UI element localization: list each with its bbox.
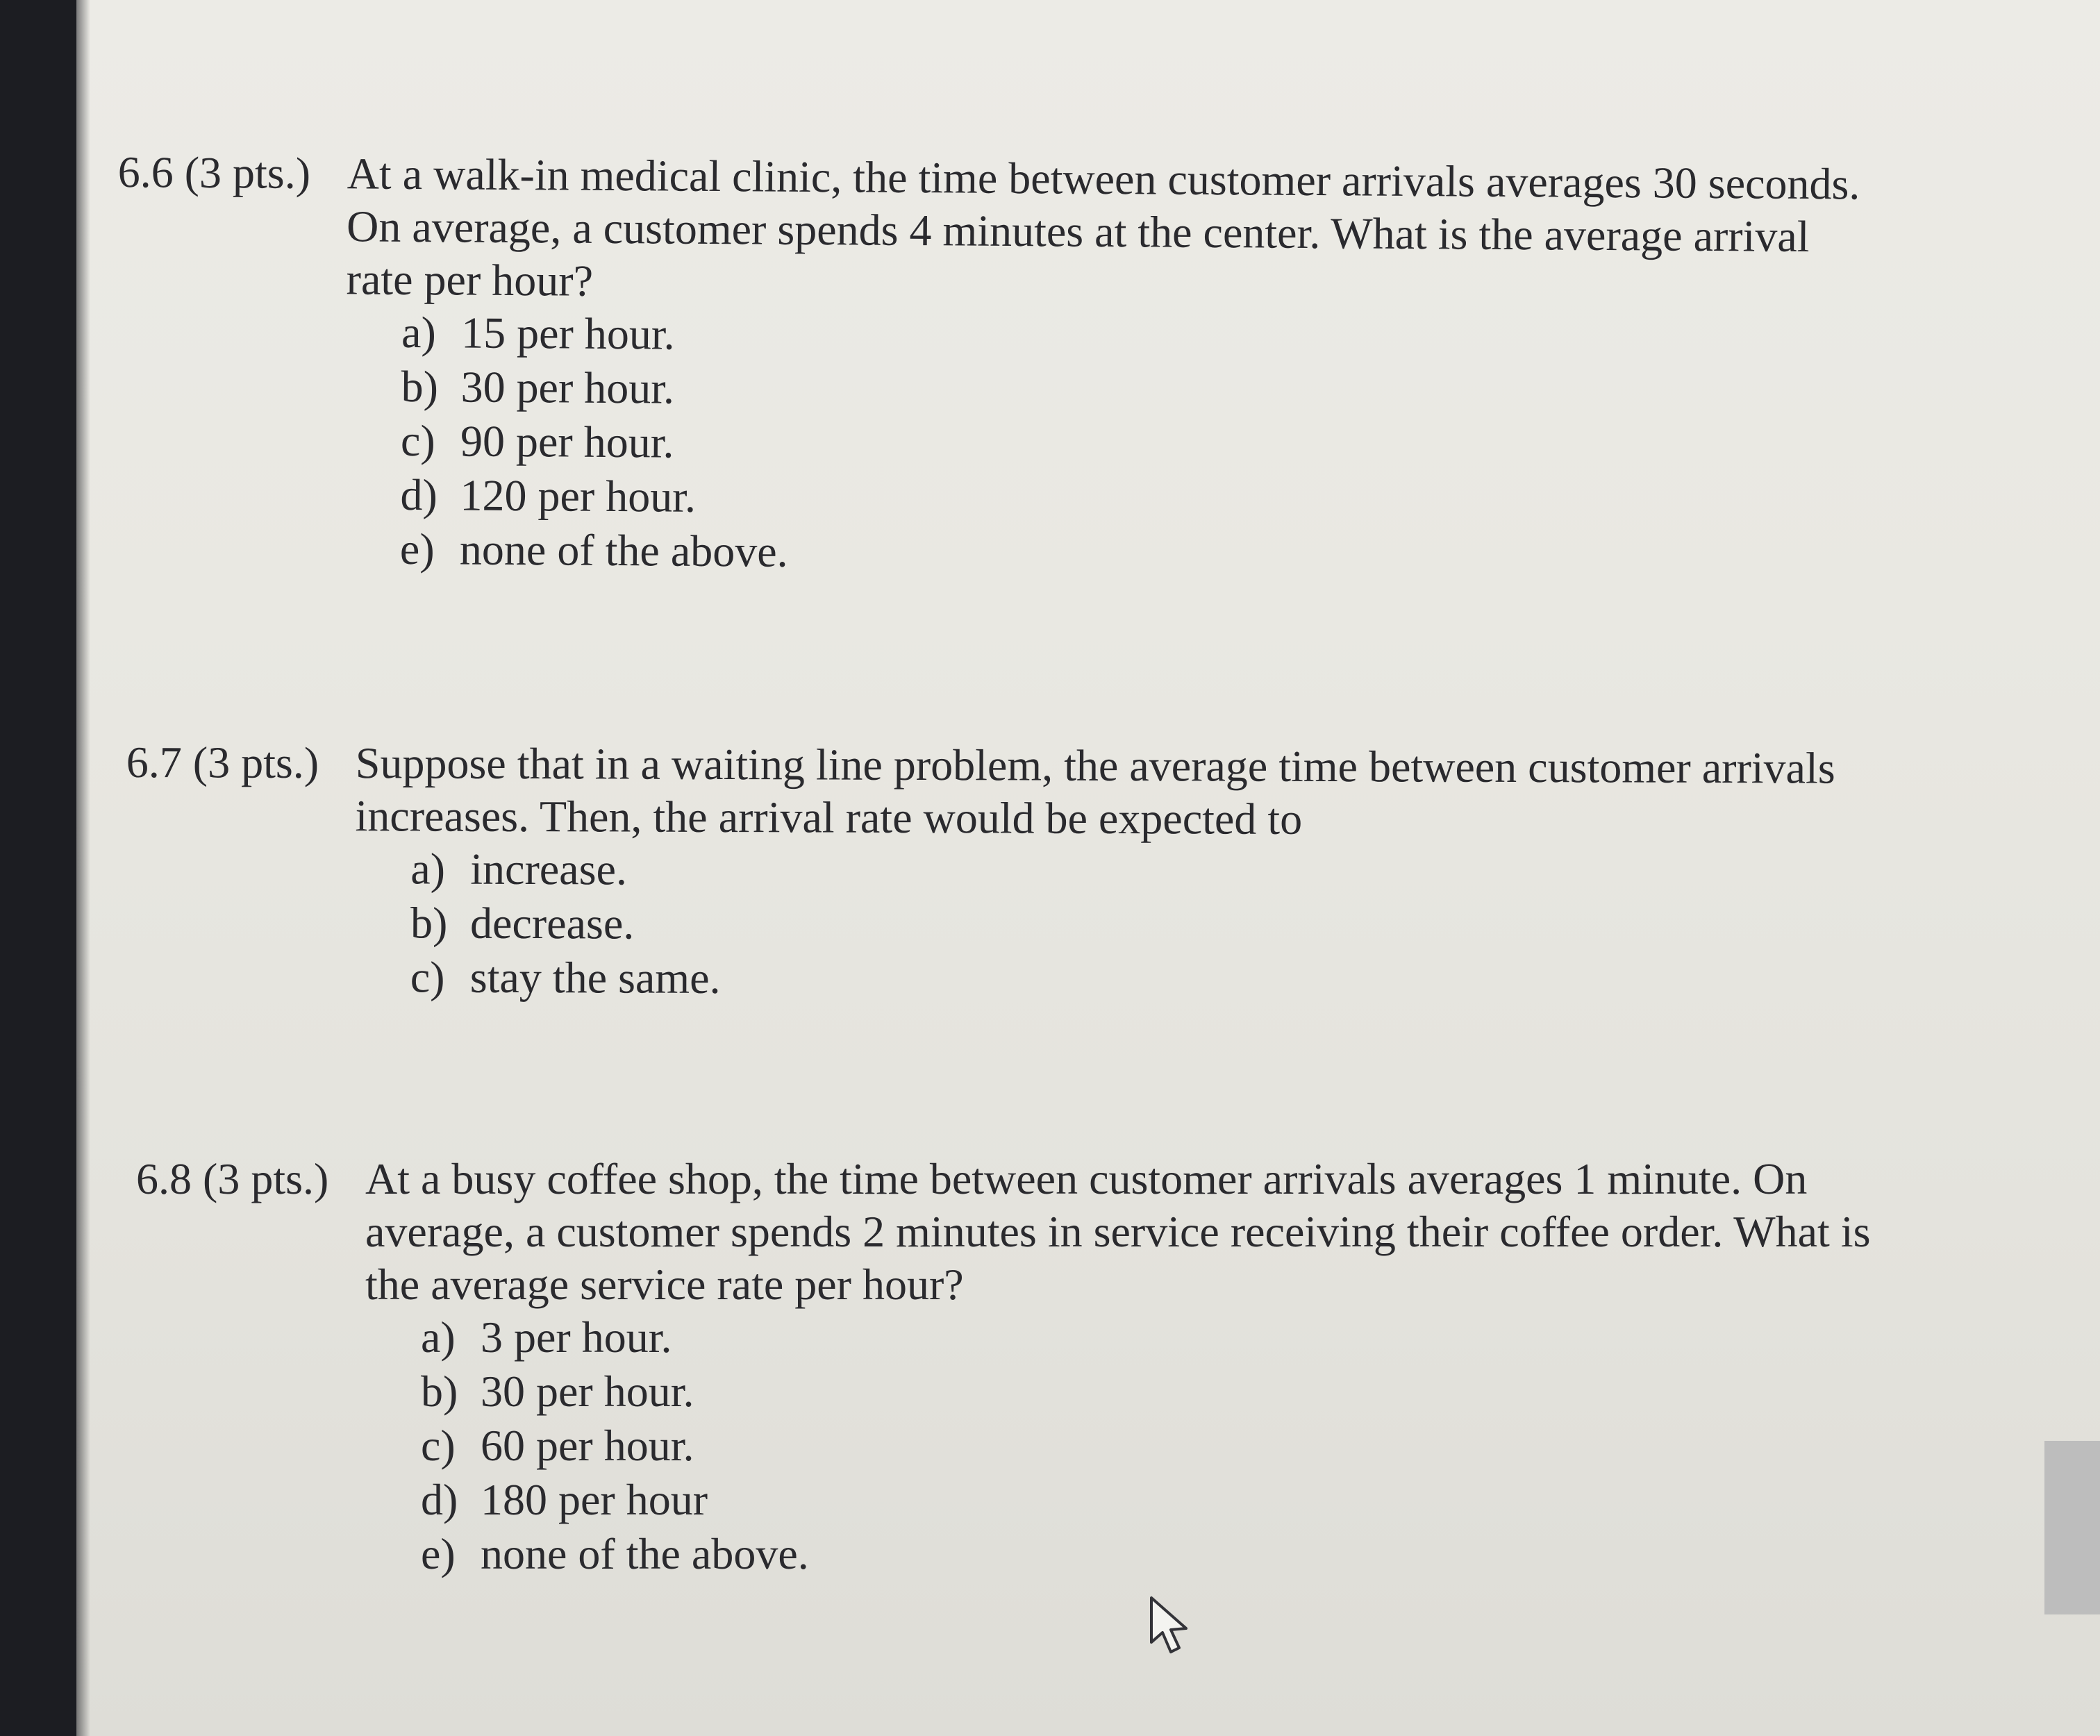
answer-option-a[interactable] [410,842,1835,901]
question-text-line: At a busy coffee shop, the time between customer arrivals averages 1 minute. On [365,1154,1808,1203]
mouse-pointer-icon [1146,1594,1201,1663]
answer-option-c[interactable] [401,415,1858,479]
option-text: decrease. [469,898,635,949]
option-letter: a) [421,1312,456,1362]
answer-options [400,306,1859,587]
question-text-line: rate per hour? [346,254,594,306]
option-letter: a) [410,844,446,894]
question-text-line: On average, a customer spends 4 minutes at the center. What is the average arrival [346,201,1810,262]
question-text-line: the average service rate per hour? [365,1260,964,1309]
question-text-line: average, a customer spends 2 minutes in service receiving their coffee order. What is [365,1207,1871,1256]
option-letter: e) [421,1529,456,1578]
option-letter: e) [399,524,435,574]
answer-option-b[interactable] [421,1365,1871,1419]
option-text: 30 per hour. [481,1367,694,1416]
option-text: 3 per hour. [481,1312,672,1362]
question-text-line: At a walk-in medical clinic, the time between customer arrivals averages 30 seconds. [347,149,1860,209]
option-letter: b) [421,1367,458,1416]
question-text-continued [365,1205,1871,1311]
answer-option-d[interactable] [400,469,1858,533]
monitor-screen [76,0,2100,1736]
question-6-6 [115,146,1860,587]
option-text: 30 per hour. [460,362,675,413]
question-number: 6.8 (3 pts.) [136,1154,329,1203]
question-number: 6.7 (3 pts.) [126,737,319,787]
answer-option-c[interactable] [421,1419,1871,1474]
question-number: 6.6 (3 pts.) [117,147,311,198]
option-text: increase. [470,844,628,894]
option-text: none of the above. [481,1529,809,1578]
option-letter: b) [401,361,439,412]
answer-option-b[interactable] [410,896,1835,955]
option-letter: a) [401,307,437,358]
option-letter: c) [400,415,436,466]
question-text-continued [346,200,1860,316]
answer-option-c[interactable] [410,951,1835,1010]
answer-option-b[interactable] [401,360,1858,425]
answer-option-d[interactable] [421,1474,1871,1528]
option-text: stay the same. [469,952,721,1003]
question-text-continued [355,790,1835,847]
option-text: 120 per hour. [460,470,697,521]
option-letter: d) [421,1475,458,1524]
question-6-7 [126,736,1835,1010]
question-header [126,736,1835,795]
answer-options [410,842,1835,1010]
answer-options [421,1311,1871,1582]
option-letter: c) [410,952,445,1002]
question-6-8 [136,1153,1871,1582]
option-letter: d) [400,469,438,520]
option-text: 15 per hour. [460,308,675,359]
option-text: 90 per hour. [460,416,674,467]
monitor-bezel [62,0,90,1736]
question-text-line: Suppose that in a waiting line problem, the average time between customer arrivals [355,738,1835,793]
option-letter: b) [410,898,448,948]
option-text: none of the above. [459,524,788,576]
option-text: 60 per hour. [481,1421,694,1470]
option-text: 180 per hour [481,1475,708,1524]
option-letter: c) [421,1421,456,1470]
answer-option-e[interactable] [421,1528,1871,1582]
question-header [136,1153,1871,1205]
answer-option-e[interactable] [400,523,1858,587]
question-text-line: increases. Then, the arrival rate would be expected to [355,791,1303,844]
answer-option-a[interactable] [421,1311,1871,1365]
scrollbar-thumb[interactable] [2044,1441,2100,1614]
answer-option-a[interactable] [401,306,1859,371]
